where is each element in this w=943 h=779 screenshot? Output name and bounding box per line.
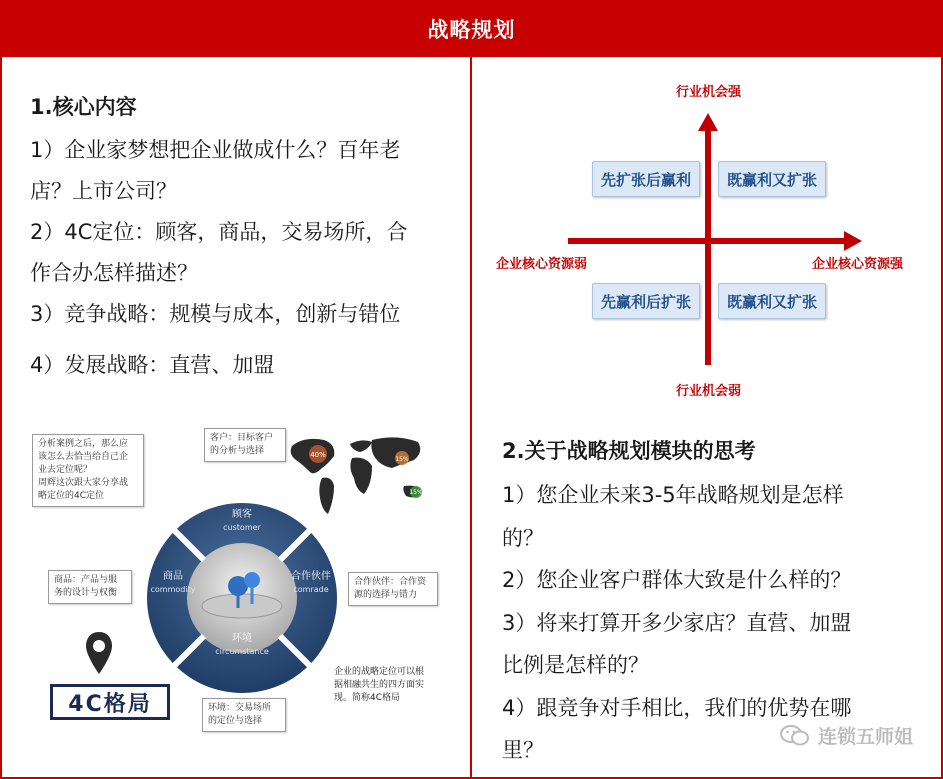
core-item-3: 3）竞争战略：规模与成本，创新与错位 — [30, 302, 401, 326]
ring-comrade-en: comrade — [293, 585, 329, 594]
note-line-2: 据相融共生的四方面实 — [334, 680, 425, 690]
page-title: 战略规划 — [427, 17, 516, 42]
reflection-item-3b: 比例是怎样的？ — [502, 653, 649, 677]
callout-analysis-line-5: 略定位的4C定位 — [38, 491, 105, 501]
ring-commodity-en: commodity — [150, 585, 196, 594]
reflection-item-4a: 4）跟竞争对手相比，我们的优势在哪 — [502, 695, 852, 720]
callout-env-line-2: 的定位与选择 — [208, 716, 263, 726]
location-pin-icon — [84, 630, 114, 676]
ring-customer-cn: 顾客 — [232, 509, 252, 520]
callout-analysis-line-3: 业去定位呢？ — [38, 465, 93, 475]
callout-partner-line-1: 合作伙伴：合作资 — [354, 577, 427, 587]
four-c-logo — [50, 684, 170, 720]
page-header — [0, 0, 943, 57]
callout-env-line-1: 环境：交易场所 — [208, 703, 272, 713]
callout-customer-line-1: 客户：目标客户 — [210, 433, 274, 443]
callout-goods-line-2: 务的设计与权衡 — [54, 588, 118, 598]
ring-customer-en: customer — [223, 523, 261, 532]
callout-environment — [202, 698, 286, 732]
map-marker-1: 40% — [310, 451, 326, 459]
reflection-item-3a: 3）将来打算开多少家店？直营、加盟 — [502, 610, 852, 635]
wechat-icon — [780, 724, 810, 748]
strategy-quadrant — [478, 65, 938, 425]
callout-customer — [204, 428, 286, 462]
reflection-item-4b: 里？ — [502, 738, 544, 762]
quadrant-bottom-left: 先赢利后扩张 — [592, 283, 700, 319]
section-title-core: 1.核心内容 — [30, 95, 137, 119]
watermark — [780, 722, 913, 749]
ring-label-circumstance — [210, 632, 274, 658]
quadrant-top-left: 先扩张后赢利 — [592, 161, 700, 197]
core-content-section — [30, 92, 462, 386]
note-line-3: 现。简称4C格局 — [334, 693, 401, 703]
quadrant-bottom-right: 既赢利又扩张 — [718, 283, 826, 319]
callout-goods-line-1: 商品：产品与服 — [54, 575, 118, 585]
callout-analysis-line-4: 周辉这次跟大家分享战 — [38, 478, 129, 488]
core-item-1b: 店？上市公司？ — [30, 179, 177, 203]
four-c-diagram — [22, 420, 442, 765]
ring-label-customer — [218, 508, 266, 534]
ring-comrade-cn: 合作伙伴 — [291, 571, 331, 582]
reflection-item-1a: 1）您企业未来3-5年战略规划是怎样 — [502, 483, 844, 507]
callout-analysis-line-1: 分析案例之后，那么应 — [38, 439, 129, 449]
axis-label-right: 企业核心资源强 — [812, 257, 904, 272]
core-item-1a: 1）企业家梦想把企业做成什么？百年老 — [30, 138, 401, 162]
callout-goods — [48, 570, 132, 604]
axis-label-top: 行业机会强 — [676, 85, 742, 100]
callout-analysis-line-2: 该怎么去恰当给自己企 — [38, 452, 129, 462]
map-marker-2: 15% — [395, 456, 409, 463]
core-item-2a: 2）4C定位：顾客，商品，交易场所，合 — [30, 220, 408, 244]
ring-commodity-cn: 商品 — [163, 571, 183, 582]
axis-label-left: 企业核心资源弱 — [496, 257, 588, 272]
reflection-item-2: 2）您企业客户群体大致是什么样的？ — [502, 568, 852, 592]
ring-circumstance-cn: 环境 — [232, 633, 252, 644]
ring-label-comrade — [284, 570, 338, 596]
reflection-item-1b: 的？ — [502, 525, 544, 550]
ring-circumstance-en: circumstance — [215, 647, 269, 656]
callout-customer-line-2: 的分析与选择 — [210, 446, 265, 456]
four-c-note — [334, 666, 438, 705]
core-item-4: 4）发展战略：直营、加盟 — [30, 353, 275, 377]
quadrant-top-right: 既赢利又扩张 — [718, 161, 826, 197]
map-marker-3: 15% — [409, 489, 423, 496]
callout-partner — [348, 572, 438, 606]
callout-partner-line-2: 源的选择与错力 — [354, 590, 418, 600]
note-line-1: 企业的战略定位可以根 — [334, 667, 425, 677]
ring-label-commodity — [146, 570, 200, 596]
core-item-2b: 作合办怎样描述？ — [30, 261, 198, 285]
four-c-logo-text: 4C格局 — [68, 691, 152, 717]
column-divider — [470, 57, 472, 779]
quadrant-axes — [478, 65, 938, 425]
callout-analysis — [32, 434, 144, 507]
watermark-text: 连锁五师姐 — [817, 726, 913, 748]
axis-label-bottom: 行业机会弱 — [676, 384, 742, 399]
section-title-reflection: 2.关于战略规划模块的思考 — [502, 439, 756, 463]
